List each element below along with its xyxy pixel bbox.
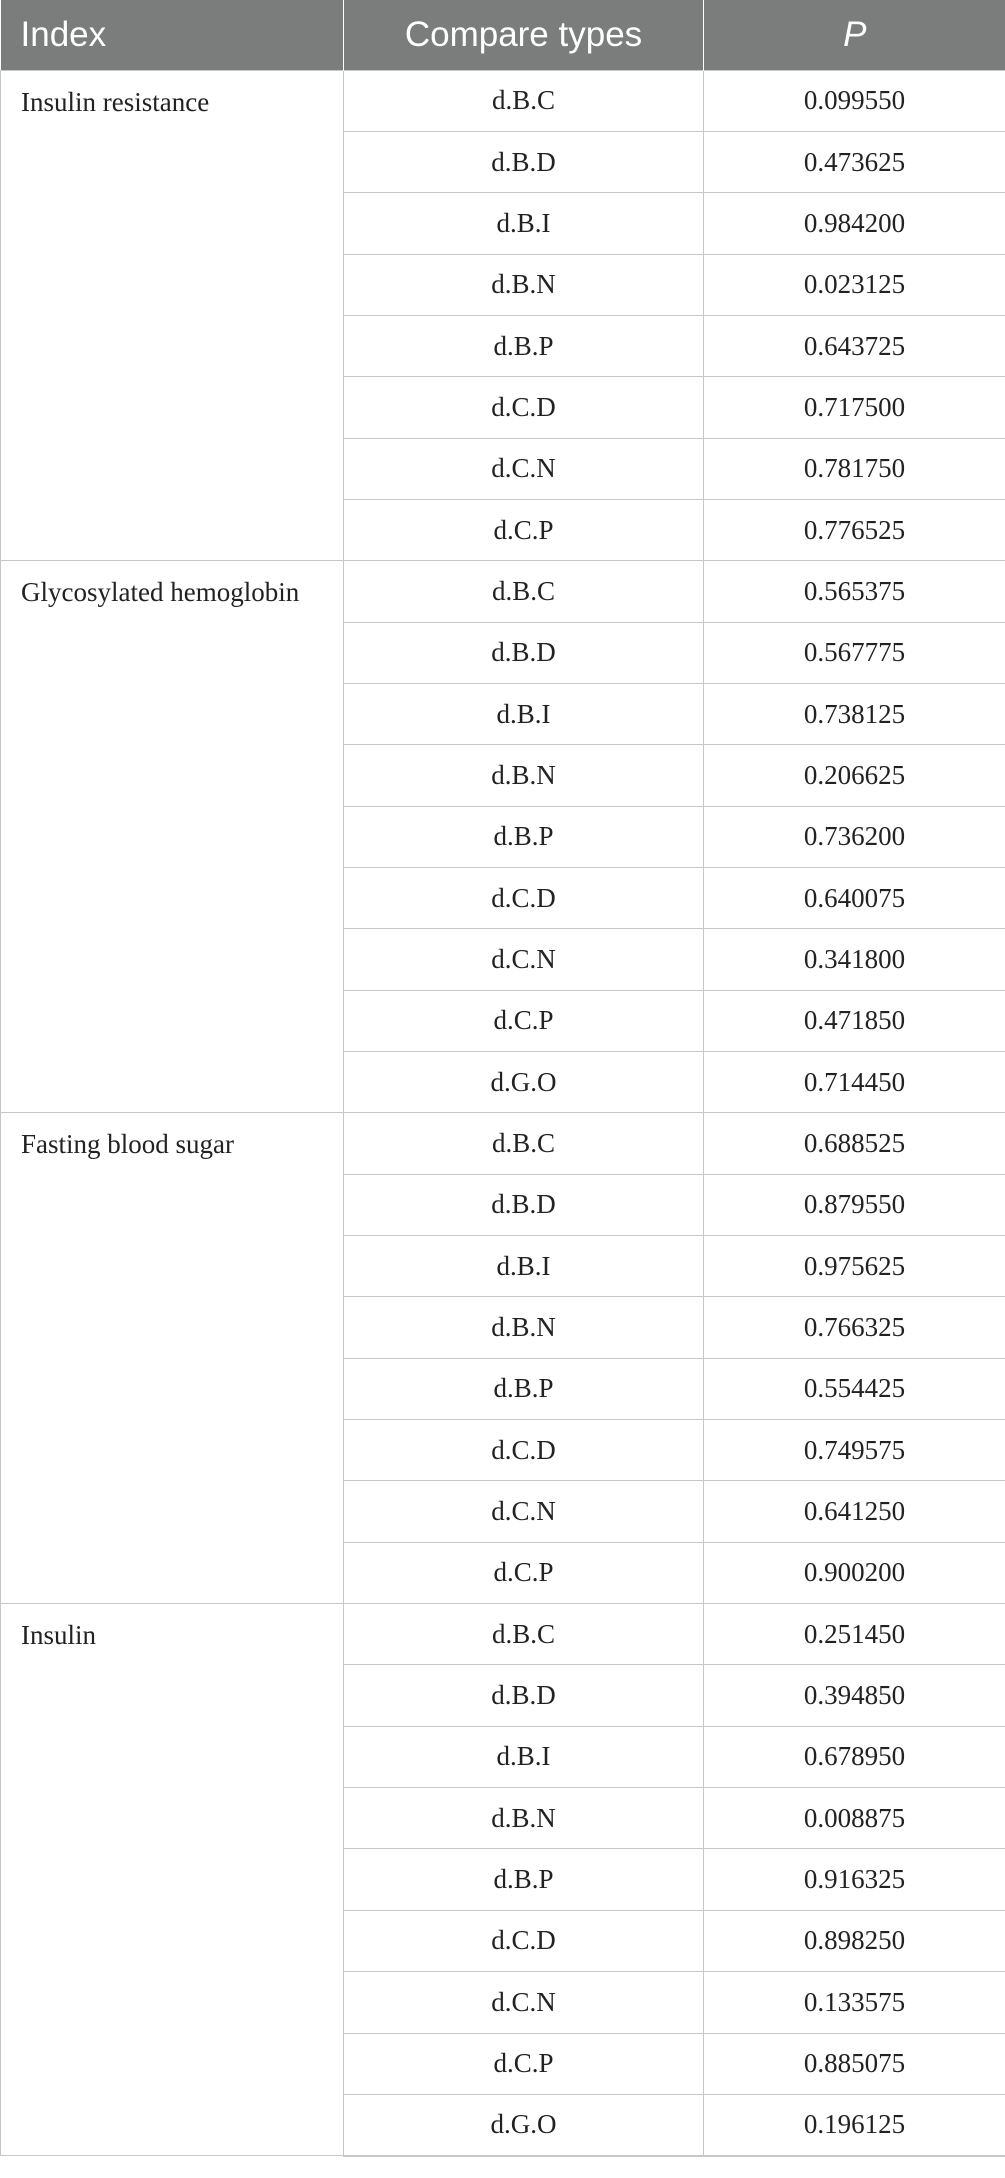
- compare-type-cell: d.G.O: [344, 1052, 704, 1113]
- p-value-cell: 0.554425: [704, 1358, 1005, 1419]
- p-value-cell: 0.885075: [704, 2033, 1005, 2094]
- compare-type-cell: d.B.I: [344, 1236, 704, 1297]
- p-value-cell: 0.678950: [704, 1726, 1005, 1787]
- p-value-cell: 0.023125: [704, 254, 1005, 315]
- p-value-cell: 0.008875: [704, 1788, 1005, 1849]
- p-value-cell: 0.196125: [704, 2094, 1005, 2155]
- compare-type-cell: d.B.C: [344, 1604, 704, 1665]
- compare-type-cell: d.C.P: [344, 990, 704, 1051]
- p-value-cell: 0.565375: [704, 561, 1005, 622]
- compare-type-cell: d.B.C: [344, 70, 704, 131]
- p-value-cell: 0.099550: [704, 70, 1005, 131]
- p-value-cell: 0.714450: [704, 1052, 1005, 1113]
- p-value-cell: 0.251450: [704, 1604, 1005, 1665]
- p-value-cell: 0.133575: [704, 1972, 1005, 2033]
- compare-type-cell: d.B.N: [344, 745, 704, 806]
- compare-type-cell: d.B.N: [344, 1788, 704, 1849]
- header-index: Index: [1, 0, 344, 70]
- index-cell: Glycosylated hemoglobin: [1, 561, 344, 1113]
- p-value-cell: 0.206625: [704, 745, 1005, 806]
- p-value-cell: 0.736200: [704, 806, 1005, 867]
- p-value-cell: 0.781750: [704, 438, 1005, 499]
- p-value-cell: 0.749575: [704, 1420, 1005, 1481]
- compare-type-cell: d.B.P: [344, 315, 704, 376]
- header-compare-types: Compare types: [344, 0, 704, 70]
- compare-type-cell: d.B.P: [344, 806, 704, 867]
- table-row: [1, 1113, 1005, 1174]
- p-value-cell: 0.643725: [704, 315, 1005, 376]
- compare-type-cell: d.G.O: [344, 2094, 704, 2155]
- index-cell: Fasting blood sugar: [1, 1113, 344, 1604]
- compare-type-cell: d.B.I: [344, 1726, 704, 1787]
- index-cell: Insulin resistance: [1, 70, 344, 561]
- compare-type-cell: d.B.I: [344, 683, 704, 744]
- index-cell: Insulin: [1, 1604, 344, 2156]
- compare-type-cell: d.C.D: [344, 1910, 704, 1971]
- compare-type-cell: d.B.D: [344, 131, 704, 192]
- compare-type-cell: d.C.N: [344, 1481, 704, 1542]
- compare-type-cell: d.C.D: [344, 377, 704, 438]
- compare-type-cell: d.C.D: [344, 867, 704, 928]
- p-value-cell: 0.394850: [704, 1665, 1005, 1726]
- p-value-cell: 0.916325: [704, 1849, 1005, 1910]
- p-value-cell: 0.766325: [704, 1297, 1005, 1358]
- p-value-cell: 0.717500: [704, 377, 1005, 438]
- p-value-cell: 0.641250: [704, 1481, 1005, 1542]
- compare-type-cell: d.B.C: [344, 561, 704, 622]
- table-row: [1, 1604, 1005, 1665]
- p-value-cell: 0.471850: [704, 990, 1005, 1051]
- header-row: [1, 0, 1005, 70]
- compare-type-cell: d.C.P: [344, 1542, 704, 1603]
- p-value-cell: 0.879550: [704, 1174, 1005, 1235]
- compare-type-cell: d.B.P: [344, 1849, 704, 1910]
- header-p-value: P: [704, 0, 1005, 70]
- p-value-cell: 0.688525: [704, 1113, 1005, 1174]
- p-value-cell: 0.341800: [704, 929, 1005, 990]
- compare-type-cell: d.B.I: [344, 193, 704, 254]
- p-value-cell: 0.567775: [704, 622, 1005, 683]
- compare-type-cell: d.B.N: [344, 254, 704, 315]
- compare-type-cell: d.B.C: [344, 1113, 704, 1174]
- p-value-cell: 0.640075: [704, 867, 1005, 928]
- compare-type-cell: d.B.P: [344, 1358, 704, 1419]
- p-value-cell: 0.473625: [704, 131, 1005, 192]
- table-body: [1, 70, 1005, 2156]
- compare-type-cell: d.B.D: [344, 1174, 704, 1235]
- compare-type-cell: d.B.N: [344, 1297, 704, 1358]
- table-row: [1, 561, 1005, 622]
- p-value-cell: 0.898250: [704, 1910, 1005, 1971]
- compare-type-cell: d.C.N: [344, 1972, 704, 2033]
- p-value-cell: 0.984200: [704, 193, 1005, 254]
- compare-type-cell: d.C.P: [344, 2033, 704, 2094]
- compare-type-cell: d.C.D: [344, 1420, 704, 1481]
- p-value-cell: 0.975625: [704, 1236, 1005, 1297]
- table-row: [1, 70, 1005, 131]
- table-header: [1, 0, 1005, 70]
- compare-type-cell: d.C.N: [344, 929, 704, 990]
- p-value-cell: 0.776525: [704, 499, 1005, 560]
- compare-type-cell: d.B.D: [344, 1665, 704, 1726]
- p-value-cell: 0.738125: [704, 683, 1005, 744]
- compare-type-cell: d.C.N: [344, 438, 704, 499]
- compare-type-cell: d.B.D: [344, 622, 704, 683]
- p-value-cell: 0.900200: [704, 1542, 1005, 1603]
- compare-type-cell: d.C.P: [344, 499, 704, 560]
